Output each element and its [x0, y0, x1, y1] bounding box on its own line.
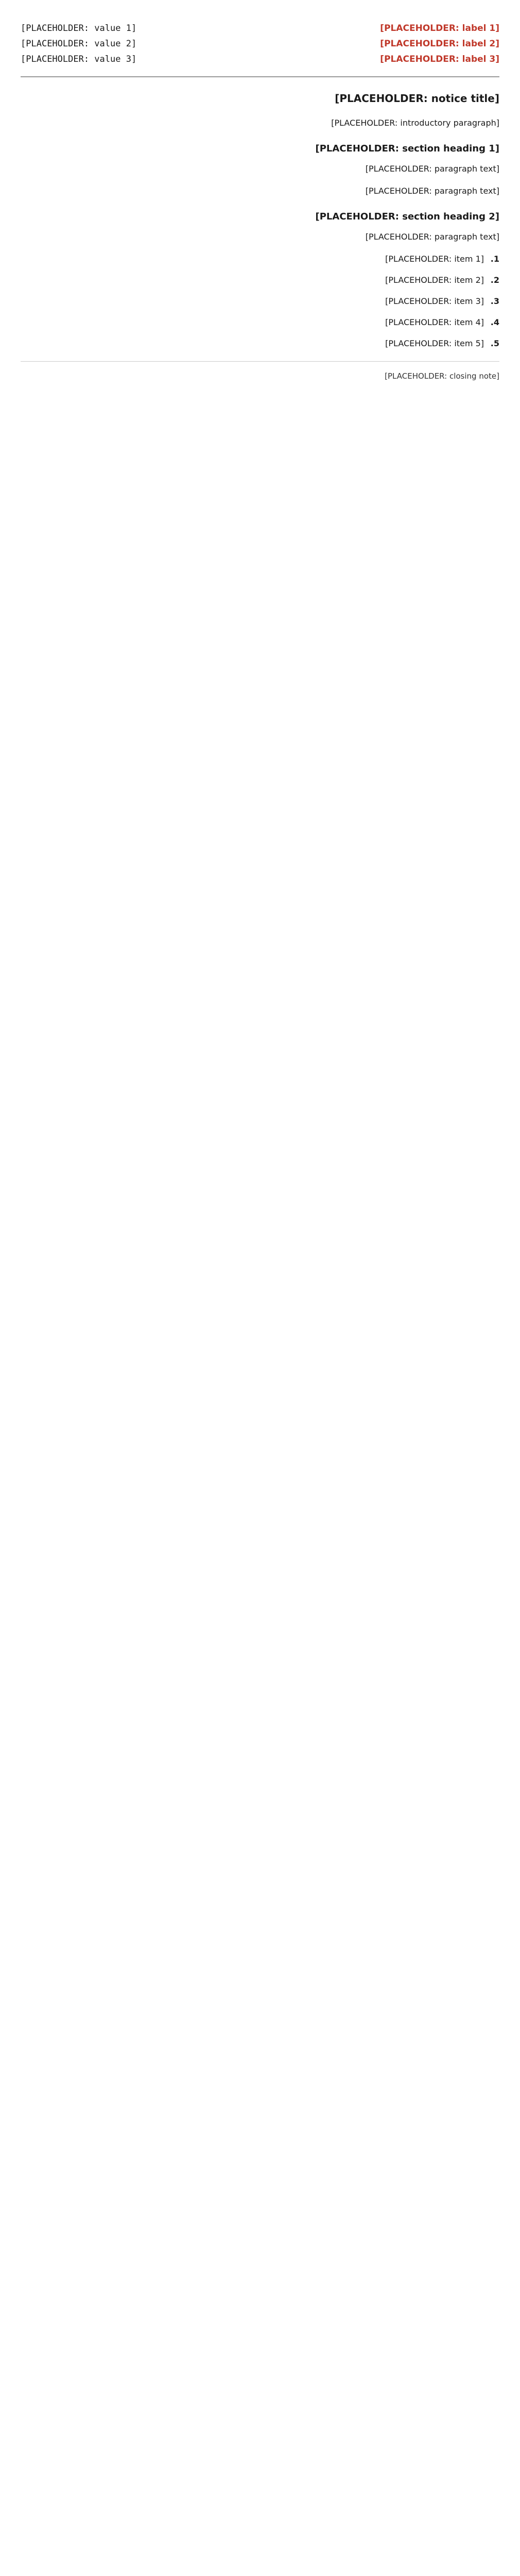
header-block: [21, 21, 499, 77]
section-paragraph: [PLACEHOLDER: paragraph text]: [365, 164, 499, 174]
item-text: [PLACEHOLDER: item 1]: [385, 254, 484, 264]
section-paragraph: [PLACEHOLDER: paragraph text]: [365, 232, 499, 242]
section-heading: [PLACEHOLDER: section heading 1]: [315, 143, 499, 154]
section-paragraph: [PLACEHOLDER: paragraph text]: [365, 186, 499, 196]
header-label: [PLACEHOLDER: label 1]: [380, 23, 499, 33]
header-row: [21, 52, 499, 67]
numbered-item: [21, 251, 499, 266]
header-value: [PLACEHOLDER: value 2]: [21, 39, 137, 49]
numbered-item: [21, 273, 499, 287]
item-text: [PLACEHOLDER: item 2]: [385, 275, 484, 285]
item-number: 4.: [490, 317, 499, 327]
numbered-item: [21, 315, 499, 330]
section-heading: [PLACEHOLDER: section heading 2]: [315, 211, 499, 222]
numbered-item: [21, 336, 499, 351]
header-row: [21, 21, 499, 36]
header-label: [PLACEHOLDER: label 3]: [380, 54, 499, 64]
document-title: [PLACEHOLDER: notice title]: [335, 92, 499, 105]
item-text: [PLACEHOLDER: item 4]: [385, 317, 484, 327]
intro-paragraph: [PLACEHOLDER: introductory paragraph]: [331, 118, 499, 128]
item-number: 5.: [490, 338, 499, 348]
item-number: 1.: [490, 254, 499, 264]
closing-note: [PLACEHOLDER: closing note]: [21, 361, 499, 383]
item-number: 3.: [490, 296, 499, 306]
item-text: [PLACEHOLDER: item 5]: [385, 338, 484, 348]
item-text: [PLACEHOLDER: item 3]: [385, 296, 484, 306]
item-number: 2.: [490, 275, 499, 285]
header-label: [PLACEHOLDER: label 2]: [380, 39, 499, 49]
header-value: [PLACEHOLDER: value 1]: [21, 23, 137, 33]
header-row: [21, 36, 499, 52]
numbered-item: [21, 294, 499, 309]
header-value: [PLACEHOLDER: value 3]: [21, 54, 137, 64]
